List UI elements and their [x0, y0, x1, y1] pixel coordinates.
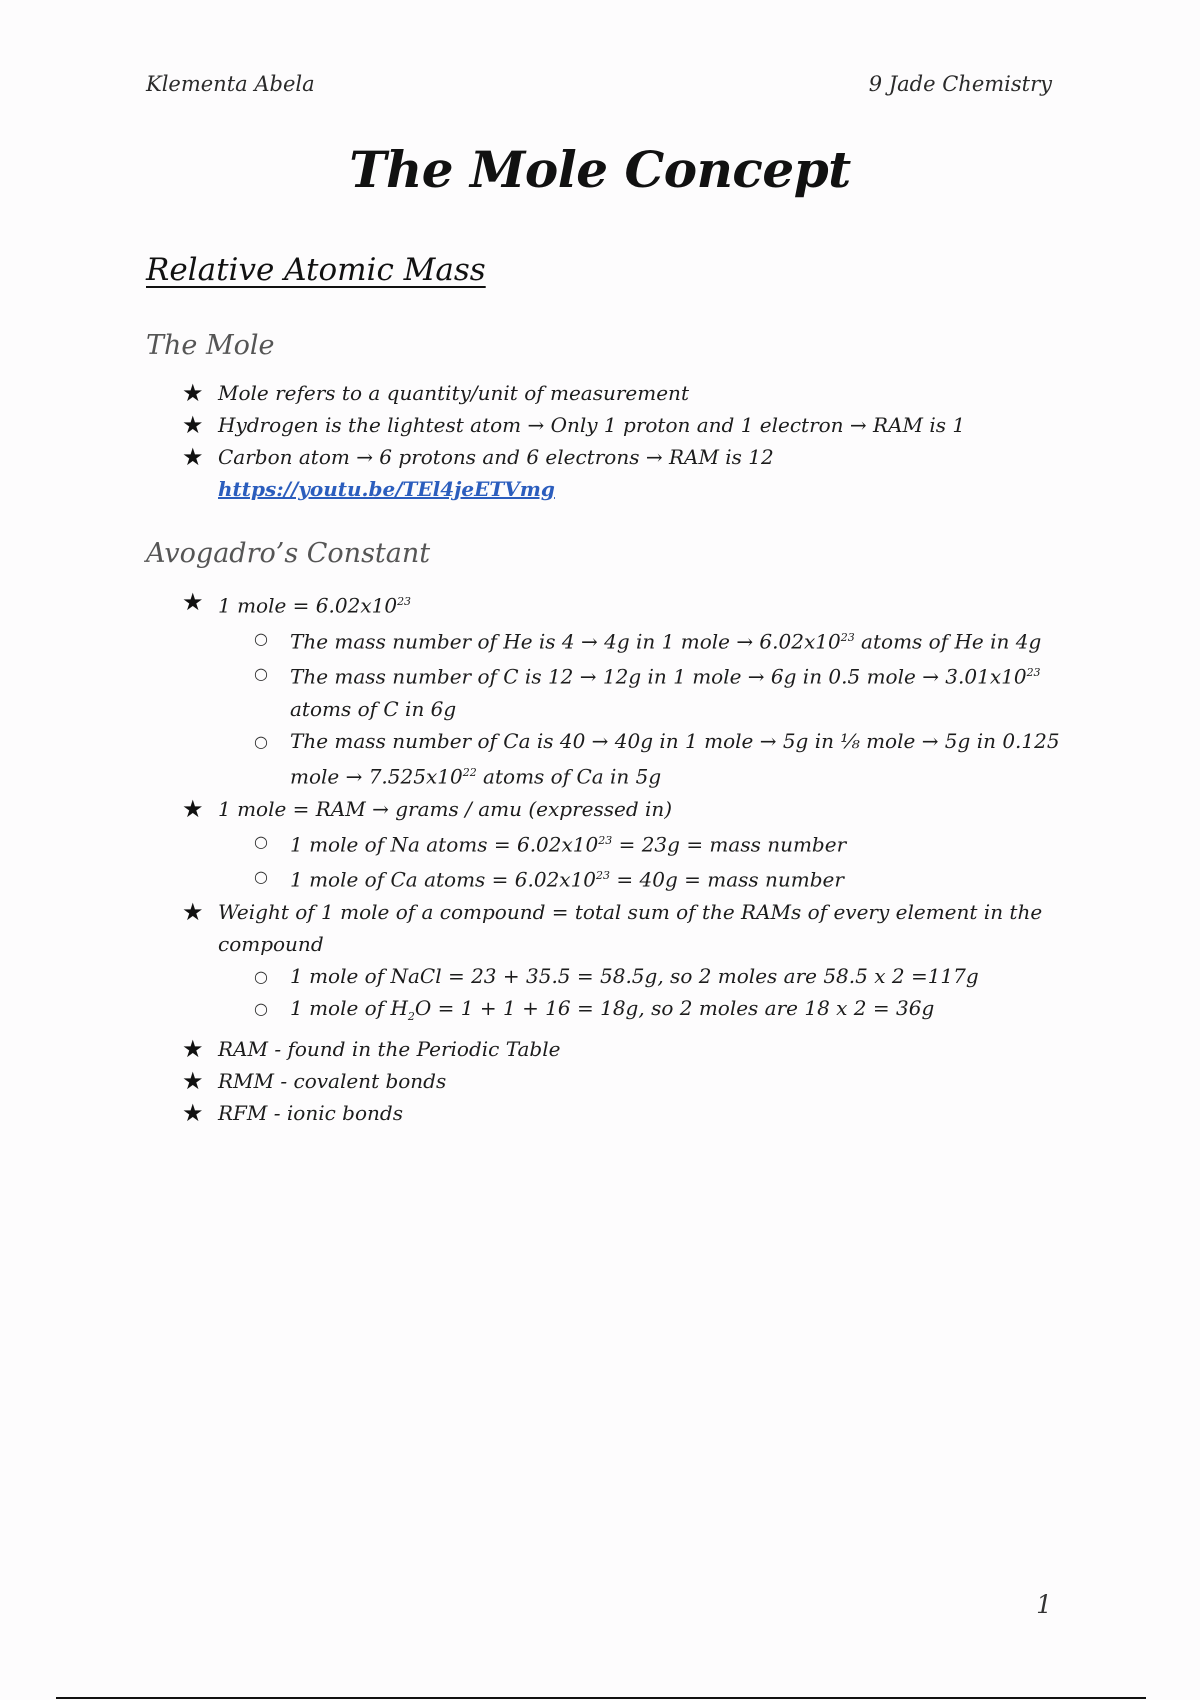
page-title: The Mole Concept — [349, 140, 851, 199]
sub-list-item: ○ The mass number of He is 4 → 4g in 1 mole → $6.02x10^{23}$ atoms of He in 4g — [146, 622, 1066, 658]
list-item: ★ RAM - found in the Periodic Table — [182, 1034, 561, 1063]
star-icon: ★ — [182, 411, 204, 439]
list-item: ★ RFM - ionic bonds — [182, 1098, 403, 1127]
youtube-link[interactable]: https://youtu.be/TEl4jeETVmg — [218, 477, 555, 501]
avogadro-list — [146, 586, 1066, 1129]
header-class: 9 Jade Chemistry — [868, 72, 1052, 96]
sub-list-item: ○ 1 mole of Ca atoms = $6.02x10^{23} = 40g$ = mass number — [146, 860, 1066, 896]
circle-icon: ○ — [254, 628, 268, 648]
list-item: ★ 1 mole = $6.02x10^{23}$ — [182, 588, 412, 618]
list-item-continuation: compound — [218, 931, 324, 956]
the-mole-list — [146, 377, 1066, 505]
star-icon: ★ — [182, 379, 204, 407]
section-heading-relative-atomic-mass: Relative Atomic Mass — [146, 252, 486, 288]
subheading-avogadro-constant: Avogadro’s Constant — [146, 538, 431, 569]
sub-list-item: ○ 1 mole of Na atoms = $6.02x10^{23} = 23g$ = mass number — [146, 825, 1066, 861]
list-item: ★ Hydrogen is the lightest atom → Only 1 proton and 1 electron → RAM is 1 — [182, 411, 966, 439]
list-item: ★ RMM - covalent bonds — [182, 1066, 447, 1095]
list-item: ★ Weight of 1 mole of a compound = total sum of the RAMs of every element in the — [182, 897, 1043, 926]
list-item-continuation — [146, 473, 1066, 505]
page-number: 1 — [1036, 1590, 1052, 1619]
sub-list-item: ○ The mass number of Ca is 40 → 40g in 1 mole → 5g in ⅛ mole → 5g in 0.125 — [146, 725, 1066, 757]
star-icon: ★ — [182, 897, 204, 926]
bottom-divider — [56, 1697, 1146, 1699]
circle-icon: ○ — [254, 731, 268, 751]
star-icon: ★ — [182, 588, 204, 616]
circle-icon: ○ — [254, 966, 268, 986]
star-icon: ★ — [182, 794, 204, 823]
subheading-the-mole: The Mole — [146, 330, 275, 361]
circle-icon: ○ — [254, 998, 268, 1018]
star-icon: ★ — [182, 1066, 204, 1095]
sub-list-item-continuation: atoms of C in 6g — [290, 696, 457, 721]
list-item: ★ Mole refers to a quantity/unit of measurement — [182, 379, 689, 407]
circle-icon: ○ — [254, 831, 268, 851]
star-icon: ★ — [182, 443, 204, 471]
star-icon: ★ — [182, 1034, 204, 1063]
sub-list-item: ○ The mass number of C is 12 → 12g in 1 mole → 6g in 0.5 mole → $3.01x10^{23}$ — [146, 657, 1066, 693]
list-item: ★ 1 mole = RAM → grams / amu (expressed in) — [182, 794, 673, 823]
list-item: ★ Carbon atom → 6 protons and 6 electrons → RAM is 12 — [182, 443, 774, 471]
star-icon: ★ — [182, 1098, 204, 1127]
circle-icon: ○ — [254, 664, 268, 684]
sub-list-item: ○ 1 mole of NaCl = 23 + 35.5 = 58.5g, so 2 moles are 58.5 x 2 =117g — [146, 960, 1066, 992]
sub-list-item-continuation: mole → $7.525x10^{22}$ atoms of Ca in 5g — [290, 764, 662, 789]
circle-icon: ○ — [254, 867, 268, 887]
header-author: Klementa Abela — [146, 72, 315, 96]
sub-list-item: ○ 1 mole of $H_2O = 1 + 1 + 16 = 18g$, so 2 moles are 18 x 2 = 36g — [146, 992, 1066, 1033]
